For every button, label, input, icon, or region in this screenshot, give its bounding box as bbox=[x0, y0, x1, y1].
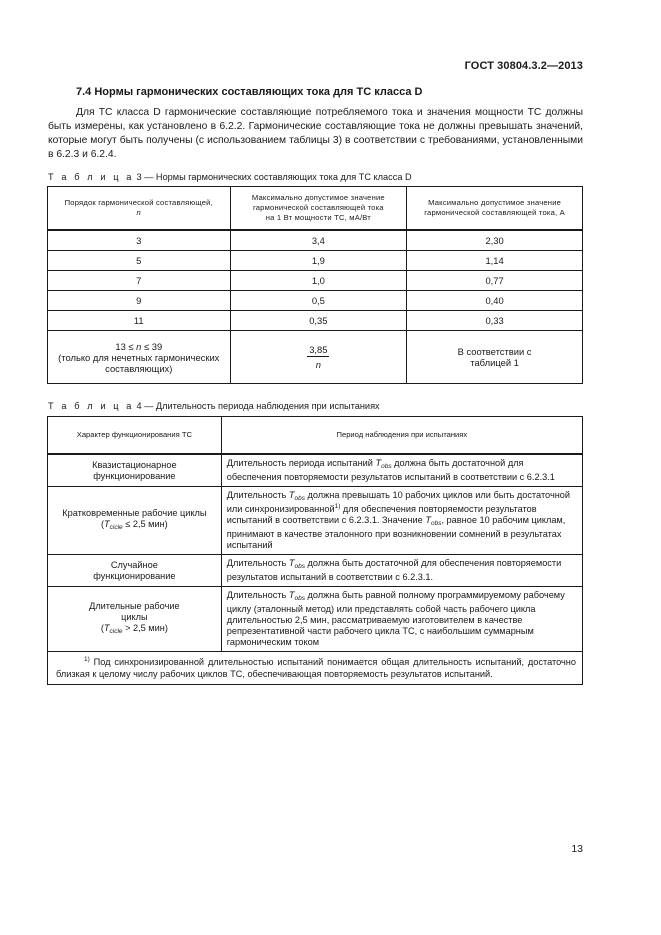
table4-cell-period bbox=[221, 454, 582, 487]
text: должна быть равной полному программируемому рабочему циклу (эталонный метод) или представлять собой часть рабочего цикла длительностью 2,5 мин, рассматриваемую изготовителем в качестве репрезентативной части рабочего цикла ТС, с наибольшим суммарным гармоническим током bbox=[226, 590, 565, 647]
fraction bbox=[307, 344, 329, 370]
range-var: n bbox=[136, 340, 142, 352]
mode-label: Кратковременные рабочие циклы bbox=[62, 508, 207, 518]
table3-header-per-watt: Максимально допустимое значение гармонической составляющей тока на 1 Вт мощности ТС, мА/Вт bbox=[230, 187, 407, 231]
table4-footnote bbox=[48, 652, 583, 685]
table-row bbox=[48, 454, 583, 487]
var-sub: cicle bbox=[109, 628, 123, 635]
var-t: T bbox=[375, 458, 382, 468]
mode-condition: ≤ 2,5 мин) bbox=[122, 519, 168, 529]
var-t: T bbox=[288, 590, 295, 600]
table4-cell-mode: Кратковременные рабочие циклы ($T_{cicle} \le 2,5$ мин) bbox=[48, 487, 222, 555]
var-t: T bbox=[425, 515, 431, 525]
table3-header-max-current: Максимально допустимое значение гармонической составляющей тока, А bbox=[407, 187, 583, 231]
var-sub: obs bbox=[430, 520, 442, 527]
text: Длительность периода испытаний bbox=[226, 458, 376, 468]
table3-cell-formula bbox=[230, 331, 407, 384]
table3-caption bbox=[48, 172, 412, 182]
table3-cell-reference: В соответствии с таблицей 1 bbox=[407, 331, 583, 384]
footnote-ref: 1) bbox=[334, 503, 341, 510]
text: для обеспечения повторяемости результатов испытаний в соответствии с 6.2.3.1. Значение bbox=[226, 504, 537, 525]
table3-cell-order-range bbox=[48, 331, 231, 384]
range-note: (только для нечетных гармонических составляющих) bbox=[58, 351, 220, 374]
var-t: T bbox=[288, 490, 295, 500]
table3-cell-order: 7 bbox=[48, 271, 231, 291]
table-row bbox=[48, 230, 583, 251]
table4-header-mode: Характер функционирования ТС bbox=[48, 417, 222, 455]
text: Длительность bbox=[226, 558, 289, 568]
text: должна быть достаточной для обеспечения повторяемости результатов испытаний в соответствии с 6.2.3.1. bbox=[226, 558, 562, 582]
table-row bbox=[48, 291, 583, 311]
range-prefix: 13 ≤ bbox=[115, 340, 137, 352]
range-suffix: ≤ 39 bbox=[141, 340, 163, 352]
table3 bbox=[47, 186, 583, 384]
var-sub: cicle bbox=[109, 524, 123, 531]
var-sub: obs bbox=[294, 563, 305, 570]
footnote-mark: 1) bbox=[84, 656, 90, 663]
var-t: T bbox=[104, 519, 110, 529]
table3-header-order bbox=[48, 187, 231, 231]
table4-caption-label: Т а б л и ц а bbox=[48, 401, 134, 411]
table3-cell-per-watt: 3,4 bbox=[230, 230, 407, 251]
table-row bbox=[48, 555, 583, 587]
table-row bbox=[48, 271, 583, 291]
table-row bbox=[48, 587, 583, 652]
table3-header-row bbox=[48, 187, 583, 231]
table-row bbox=[48, 311, 583, 331]
table4-header-row bbox=[48, 417, 583, 455]
var-sub: obs bbox=[381, 463, 392, 470]
table3-cell-per-watt: 1,0 bbox=[230, 271, 407, 291]
document-code: ГОСТ 30804.3.2—2013 bbox=[464, 60, 583, 72]
text: , равное 10 рабочим циклам, принимают в качестве эталонного при возникновении сомнений в результатах испытаний bbox=[226, 515, 566, 550]
table4-caption-text: 4 — Длительность периода наблюдения при испытаниях bbox=[136, 401, 380, 411]
section-paragraph: Для ТС класса D гармонические составляющие потребляемого тока и значения мощности ТС должны быть измерены, как установлено в 6.2.2. Гармонические составляющие тока не должны превышать значений, которые могут быть получены (с использованием таблицы 3) в соответствии с требованиями, установленными в 6.2.3 и 6.2.4. bbox=[48, 107, 583, 160]
table4-cell-mode: Длительные рабочие циклы ($T_{cicle} > 2,5$ мин) bbox=[48, 587, 222, 652]
text: Длительность bbox=[226, 590, 289, 600]
text: должна превышать 10 рабочих циклов или быть достаточной или синхронизированной bbox=[226, 490, 571, 514]
table3-caption-text: 3 — Нормы гармонических составляющих тока для ТС класса D bbox=[136, 172, 412, 182]
table3-header-order-label: Порядок гармонической составляющей, bbox=[64, 198, 213, 207]
table4-cell-period bbox=[221, 587, 582, 652]
table4 bbox=[47, 416, 583, 685]
table3-cell-order: 11 bbox=[48, 311, 231, 331]
table-row bbox=[48, 251, 583, 271]
table3-cell-max-current: 0,40 bbox=[407, 291, 583, 311]
text: должна быть достаточной для обеспечения повторяемости результатов испытаний в соответствии с 6.2.3.1 bbox=[226, 458, 555, 482]
var-t: T bbox=[103, 623, 110, 633]
table3-cell-max-current: 1,14 bbox=[407, 251, 583, 271]
table4-cell-mode: Квазистационарное функционирование bbox=[48, 454, 222, 487]
section-title: 7.4 Нормы гармонических составляющих тока для ТС класса D bbox=[76, 86, 423, 98]
table3-cell-order: 5 bbox=[48, 251, 231, 271]
table4-caption bbox=[48, 401, 380, 411]
table3-cell-max-current: 2,30 bbox=[407, 230, 583, 251]
table3-cell-per-watt: 1,9 bbox=[230, 251, 407, 271]
table3-cell-max-current: 0,33 bbox=[407, 311, 583, 331]
mode-condition: > 2,5 мин) bbox=[122, 623, 168, 633]
footnote-text: Под синхронизированной длительностью испытаний понимается общая длительность испытаний, достаточно близкая к целому числу рабочих циклов ТС, обеспечивающая повторяемость результатов испытаний. bbox=[56, 657, 576, 679]
fraction-denominator: n bbox=[315, 359, 321, 370]
table4-cell-mode: Случайное функционирование bbox=[48, 555, 222, 587]
table-row bbox=[48, 331, 583, 384]
page-number: 13 bbox=[571, 843, 583, 855]
fraction-numerator: 3,85 bbox=[309, 344, 328, 355]
table3-header-order-var: n bbox=[136, 208, 141, 217]
text: Длительность bbox=[226, 490, 289, 500]
table4-footnote-row bbox=[48, 652, 583, 685]
table3-cell-per-watt: 0,35 bbox=[230, 311, 407, 331]
table4-header-period: Период наблюдения при испытаниях bbox=[221, 417, 582, 455]
table3-caption-label: Т а б л и ц а bbox=[48, 172, 134, 182]
table3-cell-order: 9 bbox=[48, 291, 231, 311]
table3-cell-order: 3 bbox=[48, 230, 231, 251]
var-sub: obs bbox=[294, 495, 305, 502]
var-t: T bbox=[288, 558, 295, 568]
var-sub: obs bbox=[294, 595, 305, 602]
table-row bbox=[48, 487, 583, 555]
table4-cell-period bbox=[221, 487, 582, 555]
mode-label: Длительные рабочие циклы bbox=[89, 601, 180, 622]
table3-cell-max-current: 0,77 bbox=[407, 271, 583, 291]
table3-cell-per-watt: 0,5 bbox=[230, 291, 407, 311]
table4-cell-period bbox=[221, 555, 582, 587]
